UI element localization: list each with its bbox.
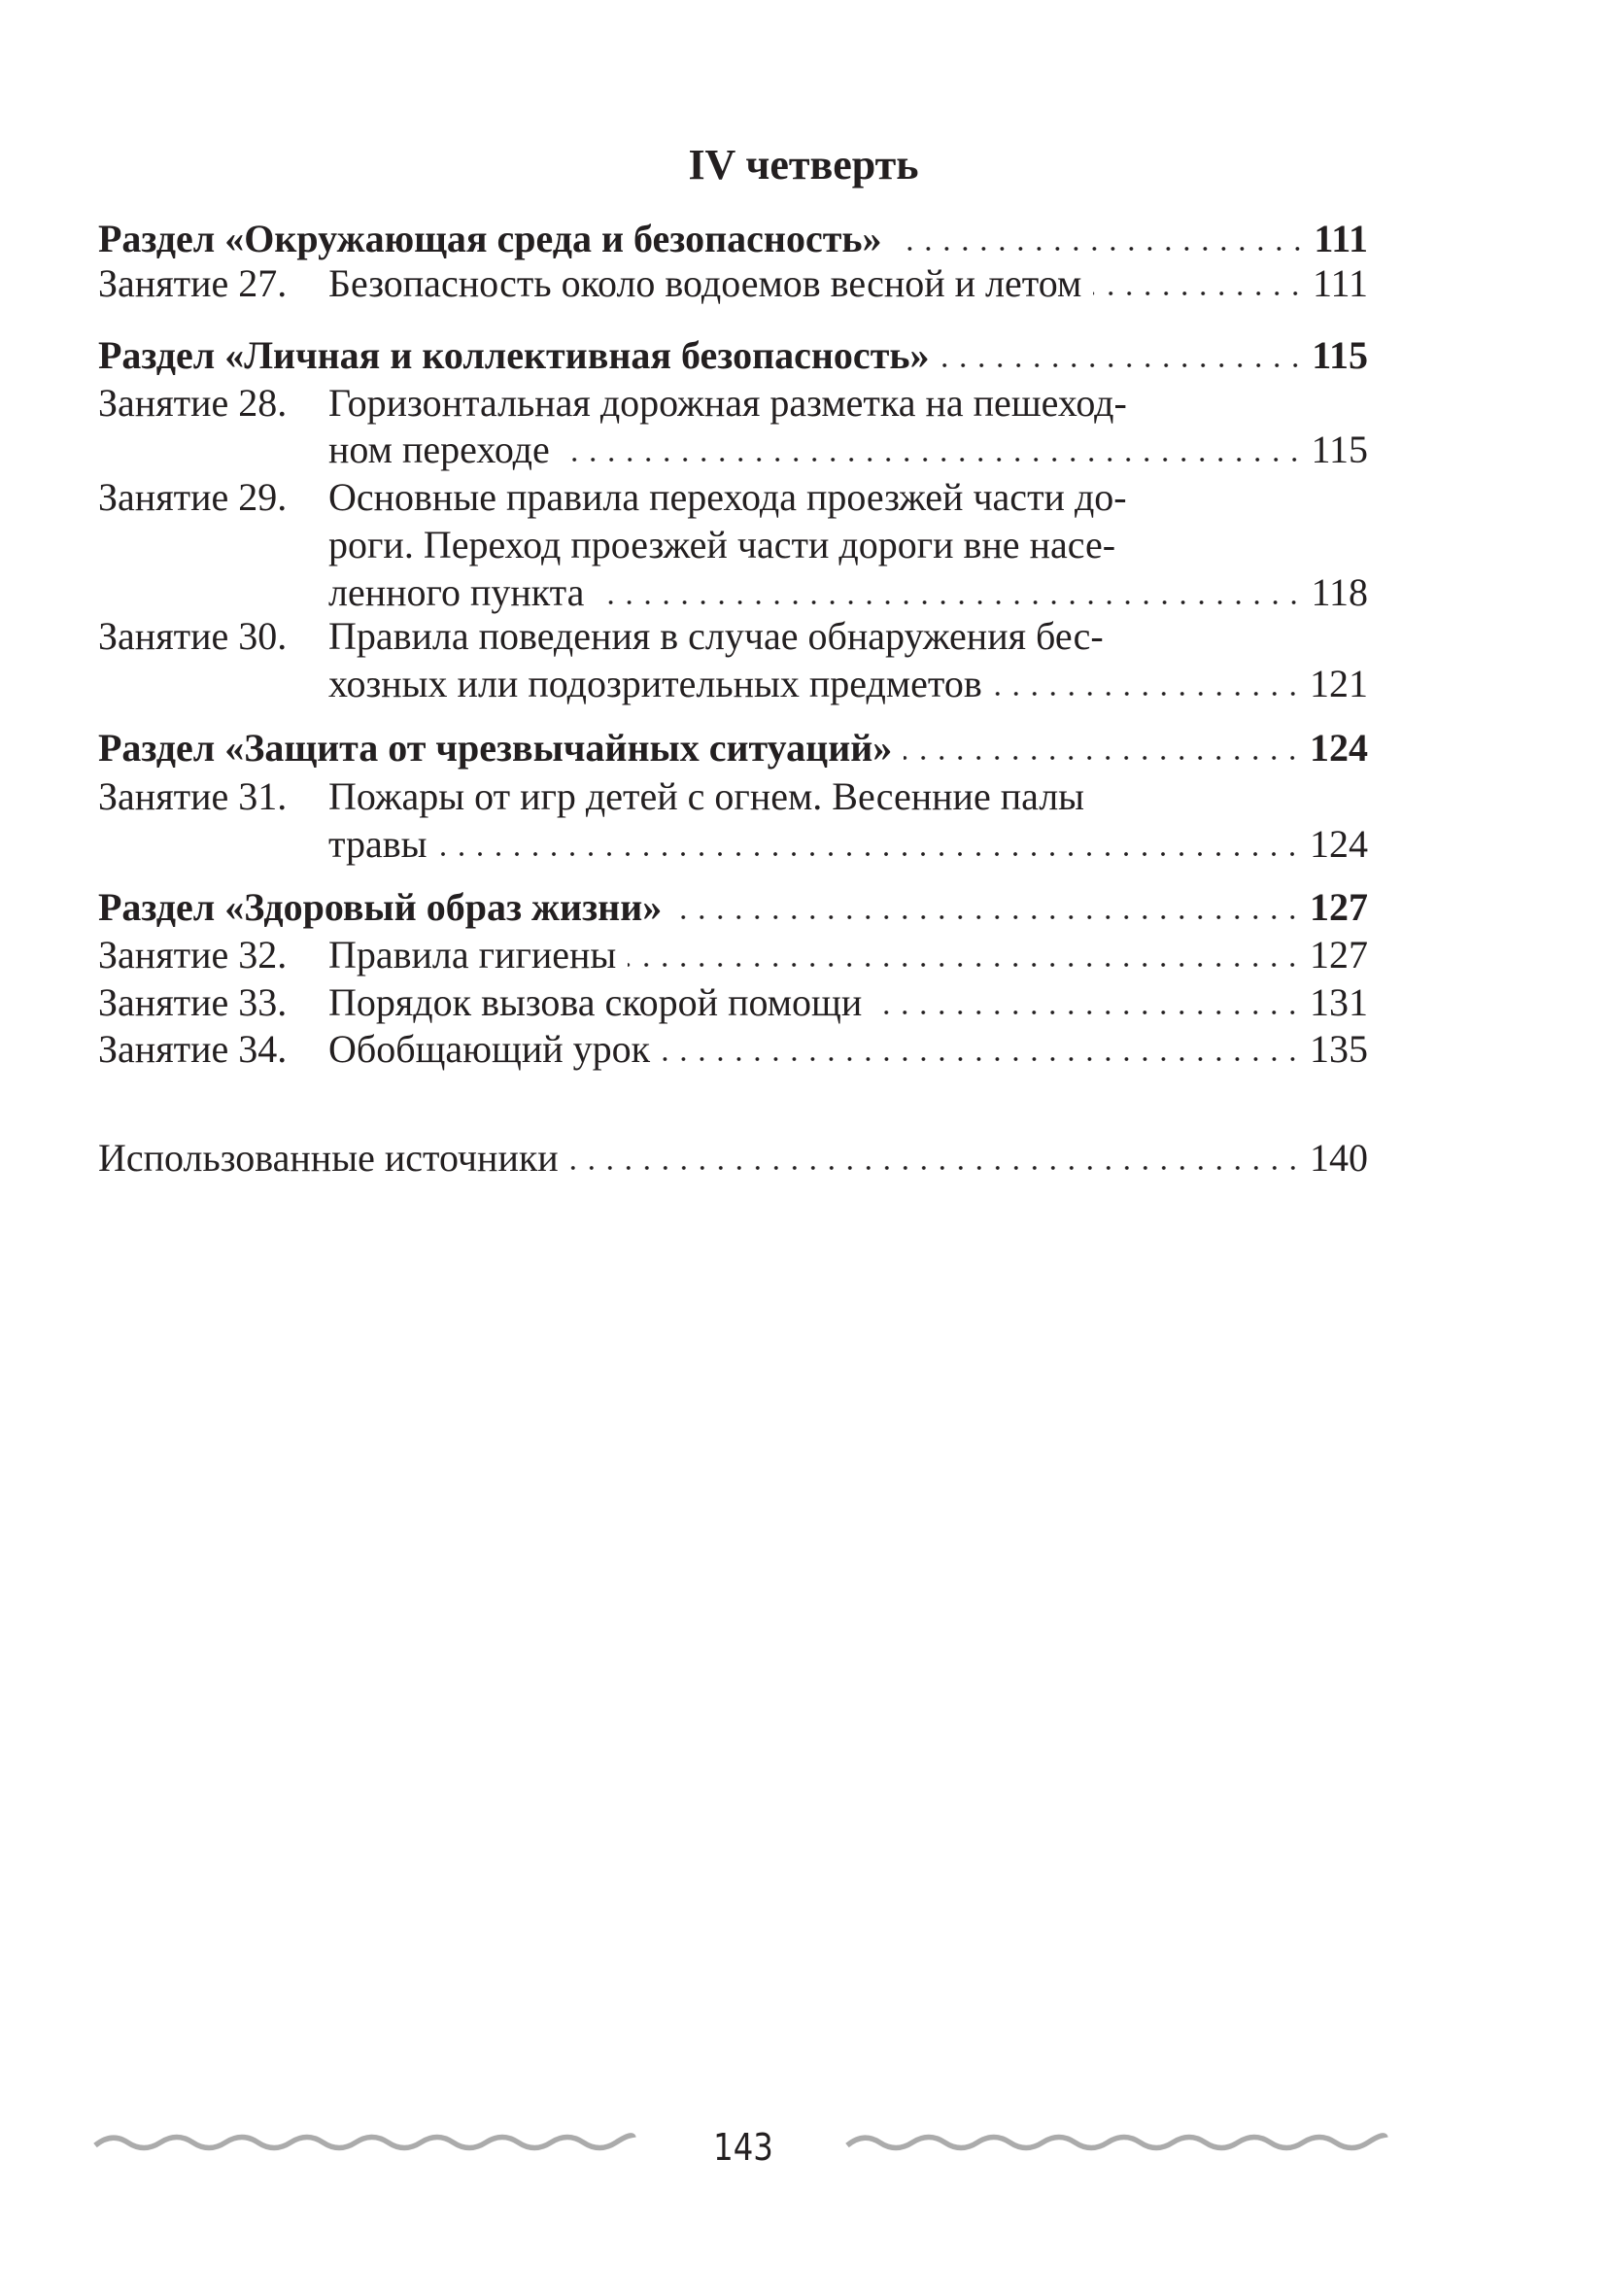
- lesson-title-line: травы: [328, 822, 427, 866]
- page-ref: 140: [1310, 1136, 1368, 1180]
- toc-lesson-33[interactable]: [98, 979, 1368, 1026]
- toc-lesson-30[interactable]: [98, 613, 1368, 660]
- page-number: 143: [713, 2126, 773, 2169]
- lesson-number: Занятие 32.: [98, 933, 288, 977]
- toc-lesson-29[interactable]: [98, 474, 1368, 521]
- page-ref: 124: [1310, 822, 1368, 866]
- lesson-title-line: Горизонтальная дорожная разметка на пешеход-: [328, 381, 1127, 425]
- lesson-title-line: Основные правила перехода проезжей части до-: [328, 475, 1127, 519]
- lesson-title: Порядок вызова скорой помощи: [328, 980, 863, 1024]
- lesson-title: Правила гигиены: [328, 933, 617, 977]
- dot-leader: [994, 691, 1302, 697]
- toc-lesson-31[interactable]: [98, 773, 1368, 820]
- dot-leader: [438, 851, 1302, 857]
- lesson-number: Занятие 29.: [98, 475, 288, 519]
- wave-ornament-icon: [845, 2128, 1389, 2157]
- dot-leader: [941, 362, 1305, 368]
- dot-leader: [662, 1056, 1302, 1062]
- toc-section-emergencies[interactable]: [98, 725, 1368, 771]
- section-title: Раздел «Окружающая среда и безопасность»: [98, 217, 882, 260]
- lesson-title-line: Правила поведения в случае обнаружения бес-: [328, 614, 1104, 658]
- page-ref: 124: [1310, 726, 1368, 770]
- toc-lesson-30-cont[interactable]: [98, 661, 1368, 707]
- lesson-number: Занятие 31.: [98, 774, 288, 818]
- dot-leader: [628, 962, 1302, 968]
- dot-leader: [1093, 291, 1305, 296]
- lesson-number: Занятие 27.: [98, 261, 288, 305]
- dot-leader: [673, 914, 1302, 920]
- lesson-title-line: роги. Переход проезжей части дороги вне насе-: [328, 523, 1116, 566]
- page-footer: [0, 2118, 1607, 2176]
- page-ref: 115: [1312, 333, 1368, 377]
- section-title: Раздел «Здоровый образ жизни»: [98, 885, 663, 929]
- lesson-title-line: Пожары от игр детей с огнем. Весенние палы: [328, 774, 1085, 818]
- page-ref: 111: [1314, 217, 1368, 260]
- page-ref: 115: [1311, 428, 1368, 471]
- page-ref: 135: [1310, 1027, 1368, 1071]
- page-ref: 111: [1312, 261, 1368, 305]
- toc-section-environment[interactable]: [98, 216, 1368, 262]
- page-ref: 118: [1311, 570, 1368, 614]
- lesson-title-line: хозных или подозрительных предметов: [328, 662, 982, 705]
- quarter-heading: IV четверть: [688, 141, 919, 188]
- dot-leader: [596, 600, 1303, 605]
- section-title: Раздел «Личная и коллективная безопасность»: [98, 333, 930, 377]
- toc-sources[interactable]: [98, 1135, 1368, 1182]
- page-ref: 127: [1310, 933, 1368, 977]
- lesson-title-line: ном переходе: [328, 428, 550, 471]
- dot-leader: [570, 1165, 1302, 1171]
- lesson-title: Безопасность около водоемов весной и летом: [328, 261, 1082, 305]
- lesson-title-line: ленного пункта: [328, 570, 585, 614]
- dot-leader: [562, 457, 1304, 463]
- lesson-number: Занятие 30.: [98, 614, 288, 658]
- toc-section-healthy-lifestyle[interactable]: [98, 884, 1368, 931]
- page-ref: 131: [1310, 980, 1368, 1024]
- toc-lesson-27[interactable]: [98, 260, 1368, 307]
- dot-leader: [894, 246, 1307, 252]
- page-ref: 127: [1310, 885, 1368, 929]
- toc-lesson-29-cont2[interactable]: [98, 569, 1368, 616]
- lesson-number: Занятие 33.: [98, 980, 288, 1024]
- sources-title: Использованные источники: [98, 1136, 559, 1180]
- toc-lesson-28-cont[interactable]: [98, 427, 1368, 473]
- toc-lesson-32[interactable]: [98, 932, 1368, 978]
- wave-ornament-icon: [93, 2128, 637, 2157]
- toc-lesson-31-cont[interactable]: [98, 821, 1368, 868]
- dot-leader: [873, 1010, 1302, 1015]
- toc-lesson-29-cont1[interactable]: [98, 522, 1368, 568]
- dot-leader: [904, 755, 1302, 761]
- lesson-number: Занятие 28.: [98, 381, 288, 425]
- toc-lesson-34[interactable]: [98, 1026, 1368, 1073]
- toc-lesson-28[interactable]: [98, 380, 1368, 427]
- toc-section-personal-safety[interactable]: [98, 332, 1368, 379]
- page-ref: 121: [1310, 662, 1368, 705]
- section-title: Раздел «Защита от чрезвычайных ситуаций»: [98, 726, 893, 770]
- lesson-number: Занятие 34.: [98, 1027, 288, 1071]
- lesson-title: Обобщающий урок: [328, 1027, 651, 1071]
